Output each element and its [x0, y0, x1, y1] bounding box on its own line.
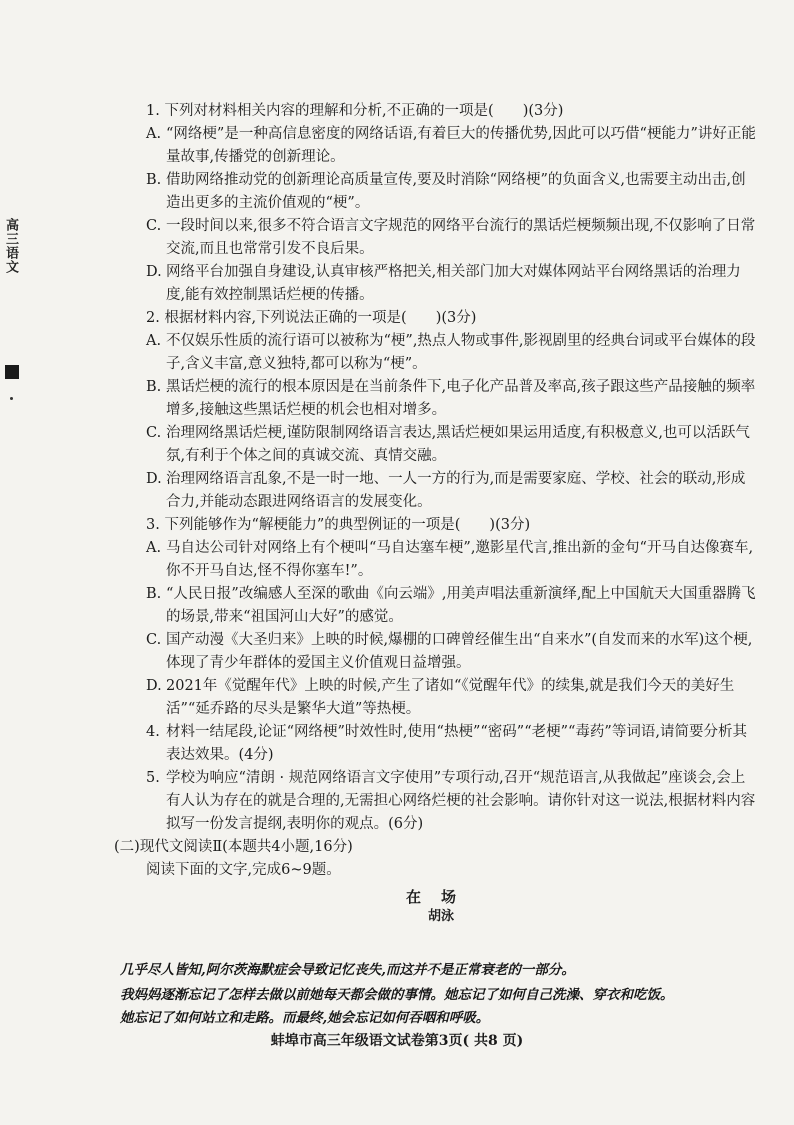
question-1: [146, 100, 756, 307]
registration-mark: [5, 365, 19, 379]
option-b: B. 借助网络推动党的创新理论高质量宣传,要及时消除“网络梗”的负面含义,也需要主动出击,创造出更多的主流价值观的“梗”。: [146, 172, 746, 211]
option-a: A. 马自达公司针对网络上有个梗叫“马自达塞车梗”,邀影星代言,推出新的金句“开马自达像赛车,你不开马自达,怪不得你塞车!”。: [146, 540, 754, 579]
handwritten-line-3: 她忘记了如何站立和走路。而最终,她会忘记如何吞咽和呼吸。: [120, 1010, 490, 1026]
option-b: B. “人民日报”改编感人至深的歌曲《向云端》,用美声唱法重新演绎,配上中国航天大国重器腾飞的场景,带来“祖国河山大好”的感觉。: [146, 586, 756, 625]
option-d: D. 治理网络语言乱象,不是一时一地、一人一方的行为,而是需要家庭、学校、社会的联动,形成合力,并能动态跟进网络语言的发展变化。: [146, 471, 746, 510]
option-c: C. 一段时间以来,很多不符合语言文字规范的网络平台流行的黑话烂梗频频出现,不仅影响了日常交流,而且也常常引发不良后果。: [146, 218, 756, 257]
option-c: C. 国产动漫《大圣归来》上映的时候,爆棚的口碑曾经催生出“自来水”(自发而来的水军)这个梗,体现了青少年群体的爱国主义价值观日益增强。: [146, 632, 753, 671]
option-d: D. 2021年《觉醒年代》上映的时候,产生了诸如“《觉醒年代》的续集,就是我们今天的美好生活”“延乔路的尽头是繁华大道”等热梗。: [146, 678, 735, 717]
question-stem: 2. 根据材料内容,下列说法正确的一项是( )(3分): [146, 310, 477, 326]
handwritten-line-1: 几乎尽人皆知,阿尔茨海默症会导致记忆丧失,而这并不是正常衰老的一部分。: [120, 962, 575, 978]
question-5: 5. 学校为响应“清朗 · 规范网络语言文字使用”专项行动,召开“规范语言,从我做起”座谈会,会上有人认为存在的就是合理的,无需担心网络烂梗的社会影响。请你针对这一说法,根据材料内容拟写一份发言提纲,表明你的观点。(6分): [146, 770, 756, 832]
page-footer: 蚌埠市高三年级语文试卷第3页( 共8 页): [270, 1033, 524, 1049]
option-a: A. 不仅娱乐性质的流行语可以被称为“梗”,热点人物或事件,影视剧里的经典台词或平台媒体的段子,含义丰富,意义独特,都可以称为“梗”。: [146, 333, 756, 372]
question-content: [114, 100, 756, 926]
section-heading: (二)现代文阅读Ⅱ(本题共4小题,16分): [114, 839, 353, 855]
question-3: [146, 514, 756, 721]
section-instruction: 阅读下面的文字,完成6~9题。: [146, 862, 341, 878]
article-author: 胡泳: [427, 909, 454, 924]
option-c: C. 治理网络黑话烂梗,谨防限制网络语言表达,黑话烂梗如果运用适度,有积极意义,也可以活跃气氛,有利于个体之间的真诚交流、真情交融。: [146, 425, 750, 464]
option-b: B. 黑话烂梗的流行的根本原因是在当前条件下,电子化产品普及率高,孩子跟这些产品接触的频率增多,接触这些黑话烂梗的机会也相对增多。: [146, 379, 756, 418]
registration-dot: [10, 397, 13, 400]
option-d: D. 网络平台加强自身建设,认真审核严格把关,相关部门加大对媒体网站平台网络黑话的治理力度,能有效控制黑话烂梗的传播。: [146, 264, 741, 303]
side-subject-label: 高三语文: [3, 218, 18, 274]
question-2: [146, 307, 756, 514]
question-stem: 1. 下列对材料相关内容的理解和分析,不正确的一项是( )(3分): [146, 103, 564, 119]
question-stem: 3. 下列能够作为“解梗能力”的典型例证的一项是( )(3分): [146, 517, 531, 533]
handwritten-line-2: 我妈妈逐渐忘记了怎样去做以前她每天都会做的事情。她忘记了如何自己洗澡、穿衣和吃饭。: [120, 987, 674, 1003]
question-4: 4. 材料一结尾段,论证“网络梗”时效性时,使用“热梗”“密码”“老梗”“毒药”等词语,请简要分析其表达效果。(4分): [146, 724, 747, 763]
article-title: 在场: [405, 888, 476, 906]
option-a: A. “网络梗”是一种高信息密度的网络话语,有着巨大的传播优势,因此可以巧借“梗能力”讲好正能量故事,传播党的创新理论。: [146, 126, 756, 165]
